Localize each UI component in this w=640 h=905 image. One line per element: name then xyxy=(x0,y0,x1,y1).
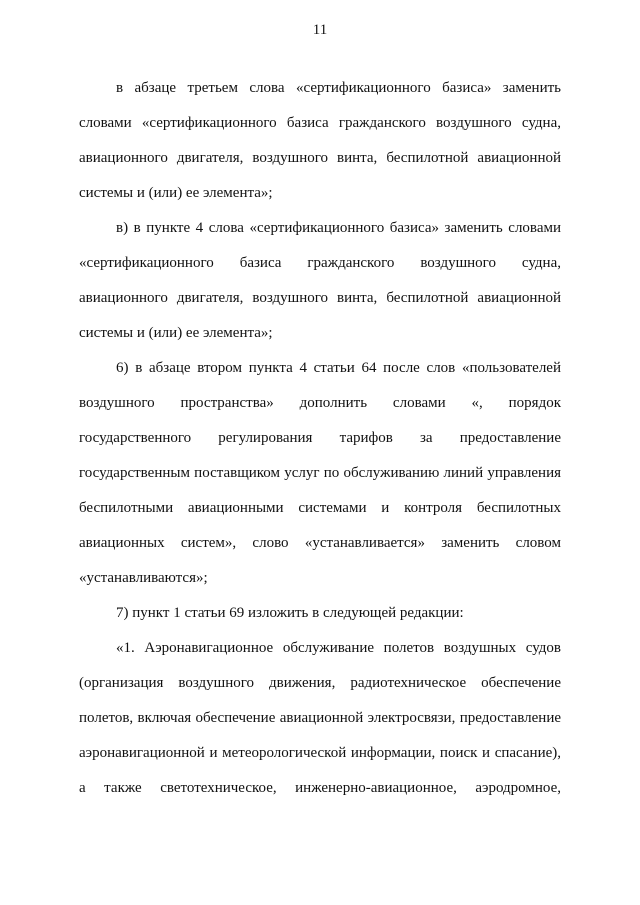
text-line: 7) пункт 1 статьи 69 изложить в следующей редакции: xyxy=(116,605,464,621)
text-line: а также светотехническое, инженерно-авиационное, аэродромное, xyxy=(79,780,561,796)
text-line: системы и (или) ее элемента»; xyxy=(79,185,273,201)
text-line: системы и (или) ее элемента»; xyxy=(79,325,273,341)
text-line: авиационного двигателя, воздушного винта, беспилотной авиационной xyxy=(79,290,561,306)
text-line: «1. Аэронавигационное обслуживание полетов воздушных судов xyxy=(116,640,561,656)
text-line: (организация воздушного движения, радиотехническое обеспечение xyxy=(79,675,561,691)
text-line: государственного регулирования тарифов за предоставление xyxy=(79,430,561,446)
text-line: в абзаце третьем слова «сертификационного базиса» заменить xyxy=(116,80,561,96)
text-line: авиационного двигателя, воздушного винта, беспилотной авиационной xyxy=(79,150,561,166)
text-line: «сертификационного базиса гражданского воздушного судна, xyxy=(79,255,561,271)
text-line: воздушного пространства» дополнить словами «, порядок xyxy=(79,395,561,411)
text-line: 6) в абзаце втором пункта 4 статьи 64 после слов «пользователей xyxy=(116,360,561,376)
text-line: полетов, включая обеспечение авиационной электросвязи, предоставление xyxy=(79,710,561,726)
text-line: в) в пункте 4 слова «сертификационного базиса» заменить словами xyxy=(116,220,561,236)
page-number: 11 xyxy=(312,22,328,38)
text-line: беспилотными авиационными системами и контроля беспилотных xyxy=(79,500,561,516)
text-line: «устанавливаются»; xyxy=(79,570,208,586)
text-line: авиационных систем», слово «устанавливается» заменить словом xyxy=(79,535,561,551)
text-line: словами «сертификационного базиса гражданского воздушного судна, xyxy=(79,115,561,131)
text-line: государственным поставщиком услуг по обслуживанию линий управления xyxy=(79,465,561,481)
text-line: аэронавигационной и метеорологической информации, поиск и спасание), xyxy=(79,745,561,761)
